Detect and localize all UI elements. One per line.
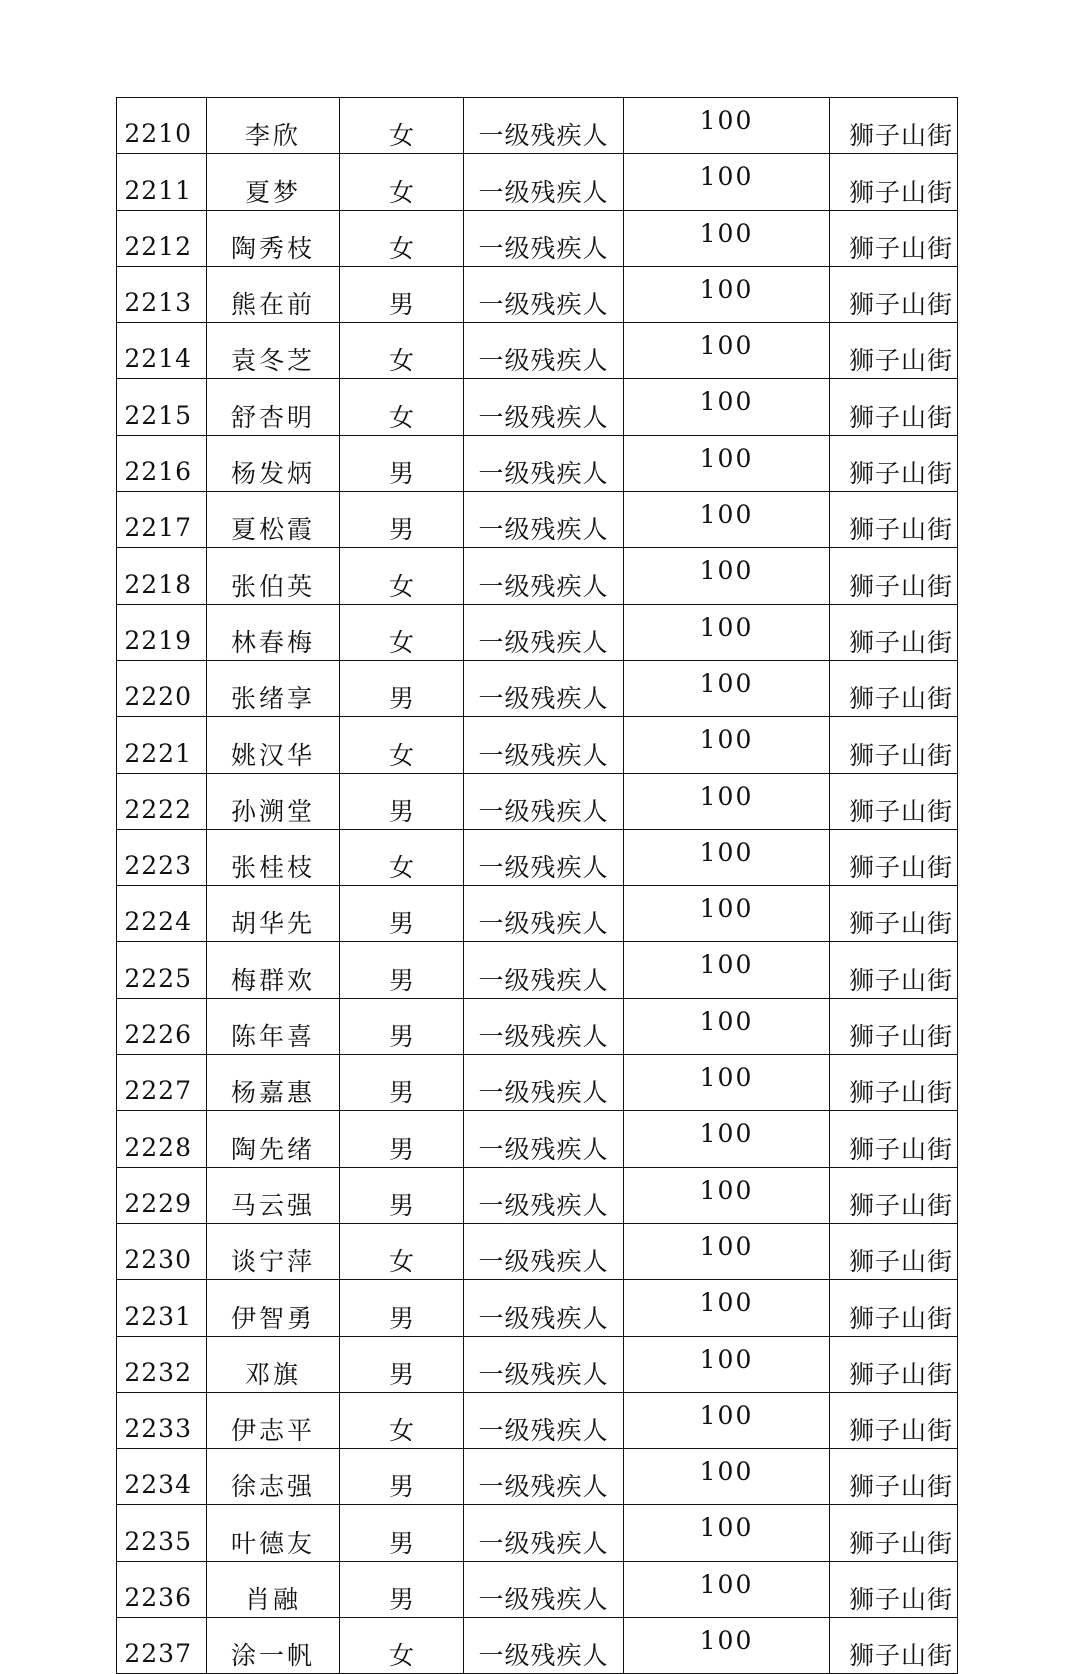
disability-category: 一级残疾人 bbox=[464, 1505, 624, 1561]
subsidy-amount: 100 bbox=[624, 1111, 830, 1167]
disability-category: 一级残疾人 bbox=[464, 1280, 624, 1336]
gender-cell: 男 bbox=[340, 435, 464, 491]
row-number: 2217 bbox=[117, 492, 207, 548]
person-name: 伊志平 bbox=[207, 1392, 340, 1448]
subsidy-amount: 100 bbox=[624, 1618, 830, 1674]
subsidy-amount: 100 bbox=[624, 942, 830, 998]
gender-cell: 女 bbox=[340, 829, 464, 885]
street-name: 狮子山街 bbox=[830, 1111, 958, 1167]
row-number: 2224 bbox=[117, 886, 207, 942]
gender-cell: 女 bbox=[340, 379, 464, 435]
person-name: 袁冬芝 bbox=[207, 323, 340, 379]
table-row bbox=[117, 210, 958, 266]
person-name: 马云强 bbox=[207, 1167, 340, 1223]
gender-cell: 男 bbox=[340, 773, 464, 829]
street-name: 狮子山街 bbox=[830, 773, 958, 829]
disability-category: 一级残疾人 bbox=[464, 210, 624, 266]
gender-cell: 女 bbox=[340, 154, 464, 210]
subsidy-amount: 100 bbox=[624, 773, 830, 829]
gender-cell: 男 bbox=[340, 1561, 464, 1617]
street-name: 狮子山街 bbox=[830, 379, 958, 435]
table-row bbox=[117, 98, 958, 154]
person-name: 谈宁萍 bbox=[207, 1223, 340, 1279]
table-row bbox=[117, 942, 958, 998]
disability-category: 一级残疾人 bbox=[464, 942, 624, 998]
table-row bbox=[117, 886, 958, 942]
person-name: 张伯英 bbox=[207, 548, 340, 604]
row-number: 2236 bbox=[117, 1561, 207, 1617]
person-name: 孙溯堂 bbox=[207, 773, 340, 829]
disability-category: 一级残疾人 bbox=[464, 1167, 624, 1223]
street-name: 狮子山街 bbox=[830, 435, 958, 491]
table-row bbox=[117, 435, 958, 491]
gender-cell: 男 bbox=[340, 1280, 464, 1336]
person-name: 陶先绪 bbox=[207, 1111, 340, 1167]
street-name: 狮子山街 bbox=[830, 492, 958, 548]
subsidy-amount: 100 bbox=[624, 886, 830, 942]
disability-category: 一级残疾人 bbox=[464, 773, 624, 829]
roster-body bbox=[117, 98, 958, 1674]
disability-category: 一级残疾人 bbox=[464, 379, 624, 435]
table-row bbox=[117, 1336, 958, 1392]
gender-cell: 男 bbox=[340, 1336, 464, 1392]
row-number: 2213 bbox=[117, 266, 207, 322]
gender-cell: 男 bbox=[340, 1167, 464, 1223]
row-number: 2214 bbox=[117, 323, 207, 379]
roster-table bbox=[116, 97, 958, 1674]
gender-cell: 男 bbox=[340, 492, 464, 548]
gender-cell: 女 bbox=[340, 1392, 464, 1448]
gender-cell: 男 bbox=[340, 942, 464, 998]
street-name: 狮子山街 bbox=[830, 266, 958, 322]
disability-category: 一级残疾人 bbox=[464, 886, 624, 942]
disability-category: 一级残疾人 bbox=[464, 154, 624, 210]
row-number: 2226 bbox=[117, 998, 207, 1054]
table-row bbox=[117, 1561, 958, 1617]
gender-cell: 女 bbox=[340, 604, 464, 660]
subsidy-amount: 100 bbox=[624, 1223, 830, 1279]
disability-category: 一级残疾人 bbox=[464, 1336, 624, 1392]
subsidy-amount: 100 bbox=[624, 998, 830, 1054]
gender-cell: 女 bbox=[340, 717, 464, 773]
row-number: 2225 bbox=[117, 942, 207, 998]
street-name: 狮子山街 bbox=[830, 1055, 958, 1111]
subsidy-amount: 100 bbox=[624, 829, 830, 885]
gender-cell: 女 bbox=[340, 548, 464, 604]
row-number: 2216 bbox=[117, 435, 207, 491]
person-name: 舒杏明 bbox=[207, 379, 340, 435]
table-row bbox=[117, 323, 958, 379]
subsidy-amount: 100 bbox=[624, 1505, 830, 1561]
person-name: 姚汉华 bbox=[207, 717, 340, 773]
row-number: 2211 bbox=[117, 154, 207, 210]
disability-category: 一级残疾人 bbox=[464, 548, 624, 604]
row-number: 2228 bbox=[117, 1111, 207, 1167]
table-row bbox=[117, 1392, 958, 1448]
row-number: 2237 bbox=[117, 1618, 207, 1674]
table-row bbox=[117, 1449, 958, 1505]
table-row bbox=[117, 266, 958, 322]
street-name: 狮子山街 bbox=[830, 210, 958, 266]
gender-cell: 男 bbox=[340, 1505, 464, 1561]
gender-cell: 女 bbox=[340, 210, 464, 266]
subsidy-amount: 100 bbox=[624, 1280, 830, 1336]
disability-category: 一级残疾人 bbox=[464, 604, 624, 660]
street-name: 狮子山街 bbox=[830, 1505, 958, 1561]
table-row bbox=[117, 773, 958, 829]
gender-cell: 男 bbox=[340, 1055, 464, 1111]
subsidy-amount: 100 bbox=[624, 492, 830, 548]
gender-cell: 女 bbox=[340, 98, 464, 154]
disability-category: 一级残疾人 bbox=[464, 998, 624, 1054]
row-number: 2223 bbox=[117, 829, 207, 885]
gender-cell: 女 bbox=[340, 323, 464, 379]
gender-cell: 男 bbox=[340, 1449, 464, 1505]
person-name: 陶秀枝 bbox=[207, 210, 340, 266]
person-name: 夏梦 bbox=[207, 154, 340, 210]
street-name: 狮子山街 bbox=[830, 323, 958, 379]
row-number: 2229 bbox=[117, 1167, 207, 1223]
street-name: 狮子山街 bbox=[830, 1392, 958, 1448]
row-number: 2232 bbox=[117, 1336, 207, 1392]
row-number: 2234 bbox=[117, 1449, 207, 1505]
table-row bbox=[117, 717, 958, 773]
disability-category: 一级残疾人 bbox=[464, 98, 624, 154]
row-number: 2220 bbox=[117, 660, 207, 716]
gender-cell: 女 bbox=[340, 1223, 464, 1279]
street-name: 狮子山街 bbox=[830, 548, 958, 604]
row-number: 2227 bbox=[117, 1055, 207, 1111]
row-number: 2230 bbox=[117, 1223, 207, 1279]
person-name: 叶德友 bbox=[207, 1505, 340, 1561]
gender-cell: 男 bbox=[340, 998, 464, 1054]
street-name: 狮子山街 bbox=[830, 942, 958, 998]
street-name: 狮子山街 bbox=[830, 98, 958, 154]
street-name: 狮子山街 bbox=[830, 1280, 958, 1336]
row-number: 2221 bbox=[117, 717, 207, 773]
person-name: 张绪享 bbox=[207, 660, 340, 716]
table-row bbox=[117, 1505, 958, 1561]
disability-category: 一级残疾人 bbox=[464, 1618, 624, 1674]
person-name: 梅群欢 bbox=[207, 942, 340, 998]
disability-category: 一级残疾人 bbox=[464, 1449, 624, 1505]
person-name: 伊智勇 bbox=[207, 1280, 340, 1336]
gender-cell: 男 bbox=[340, 660, 464, 716]
subsidy-amount: 100 bbox=[624, 604, 830, 660]
disability-category: 一级残疾人 bbox=[464, 492, 624, 548]
street-name: 狮子山街 bbox=[830, 886, 958, 942]
subsidy-amount: 100 bbox=[624, 1392, 830, 1448]
row-number: 2218 bbox=[117, 548, 207, 604]
person-name: 张桂枝 bbox=[207, 829, 340, 885]
person-name: 徐志强 bbox=[207, 1449, 340, 1505]
subsidy-amount: 100 bbox=[624, 660, 830, 716]
table-row bbox=[117, 154, 958, 210]
disability-category: 一级残疾人 bbox=[464, 435, 624, 491]
table-row bbox=[117, 1111, 958, 1167]
row-number: 2231 bbox=[117, 1280, 207, 1336]
subsidy-amount: 100 bbox=[624, 323, 830, 379]
person-name: 夏松霞 bbox=[207, 492, 340, 548]
disability-category: 一级残疾人 bbox=[464, 829, 624, 885]
person-name: 胡华先 bbox=[207, 886, 340, 942]
subsidy-amount: 100 bbox=[624, 266, 830, 322]
disability-category: 一级残疾人 bbox=[464, 1223, 624, 1279]
table-row bbox=[117, 492, 958, 548]
person-name: 陈年喜 bbox=[207, 998, 340, 1054]
subsidy-amount: 100 bbox=[624, 1449, 830, 1505]
person-name: 熊在前 bbox=[207, 266, 340, 322]
person-name: 邓旗 bbox=[207, 1336, 340, 1392]
street-name: 狮子山街 bbox=[830, 998, 958, 1054]
person-name: 李欣 bbox=[207, 98, 340, 154]
subsidy-amount: 100 bbox=[624, 210, 830, 266]
subsidy-amount: 100 bbox=[624, 717, 830, 773]
disability-category: 一级残疾人 bbox=[464, 660, 624, 716]
street-name: 狮子山街 bbox=[830, 1449, 958, 1505]
subsidy-amount: 100 bbox=[624, 1167, 830, 1223]
row-number: 2235 bbox=[117, 1505, 207, 1561]
subsidy-amount: 100 bbox=[624, 1561, 830, 1617]
gender-cell: 男 bbox=[340, 886, 464, 942]
table-row bbox=[117, 998, 958, 1054]
gender-cell: 女 bbox=[340, 1618, 464, 1674]
subsidy-amount: 100 bbox=[624, 1336, 830, 1392]
disability-category: 一级残疾人 bbox=[464, 1561, 624, 1617]
street-name: 狮子山街 bbox=[830, 717, 958, 773]
subsidy-amount: 100 bbox=[624, 98, 830, 154]
row-number: 2215 bbox=[117, 379, 207, 435]
table-row bbox=[117, 548, 958, 604]
table-row bbox=[117, 660, 958, 716]
table-row bbox=[117, 1280, 958, 1336]
subsidy-amount: 100 bbox=[624, 379, 830, 435]
table-row bbox=[117, 379, 958, 435]
disability-category: 一级残疾人 bbox=[464, 266, 624, 322]
disability-category: 一级残疾人 bbox=[464, 1392, 624, 1448]
subsidy-amount: 100 bbox=[624, 435, 830, 491]
street-name: 狮子山街 bbox=[830, 1618, 958, 1674]
person-name: 杨发炳 bbox=[207, 435, 340, 491]
row-number: 2210 bbox=[117, 98, 207, 154]
person-name: 林春梅 bbox=[207, 604, 340, 660]
street-name: 狮子山街 bbox=[830, 1561, 958, 1617]
row-number: 2212 bbox=[117, 210, 207, 266]
table-row bbox=[117, 1055, 958, 1111]
person-name: 杨嘉惠 bbox=[207, 1055, 340, 1111]
street-name: 狮子山街 bbox=[830, 1336, 958, 1392]
table-row bbox=[117, 1618, 958, 1674]
subsidy-amount: 100 bbox=[624, 548, 830, 604]
disability-category: 一级残疾人 bbox=[464, 1111, 624, 1167]
person-name: 涂一帆 bbox=[207, 1618, 340, 1674]
table-row bbox=[117, 604, 958, 660]
street-name: 狮子山街 bbox=[830, 829, 958, 885]
street-name: 狮子山街 bbox=[830, 1223, 958, 1279]
street-name: 狮子山街 bbox=[830, 604, 958, 660]
table-row bbox=[117, 1167, 958, 1223]
gender-cell: 男 bbox=[340, 1111, 464, 1167]
disability-category: 一级残疾人 bbox=[464, 717, 624, 773]
gender-cell: 男 bbox=[340, 266, 464, 322]
person-name: 肖融 bbox=[207, 1561, 340, 1617]
subsidy-amount: 100 bbox=[624, 1055, 830, 1111]
table-row bbox=[117, 829, 958, 885]
street-name: 狮子山街 bbox=[830, 1167, 958, 1223]
row-number: 2222 bbox=[117, 773, 207, 829]
street-name: 狮子山街 bbox=[830, 660, 958, 716]
table-row bbox=[117, 1223, 958, 1279]
disability-category: 一级残疾人 bbox=[464, 323, 624, 379]
street-name: 狮子山街 bbox=[830, 154, 958, 210]
subsidy-amount: 100 bbox=[624, 154, 830, 210]
row-number: 2219 bbox=[117, 604, 207, 660]
disability-category: 一级残疾人 bbox=[464, 1055, 624, 1111]
row-number: 2233 bbox=[117, 1392, 207, 1448]
